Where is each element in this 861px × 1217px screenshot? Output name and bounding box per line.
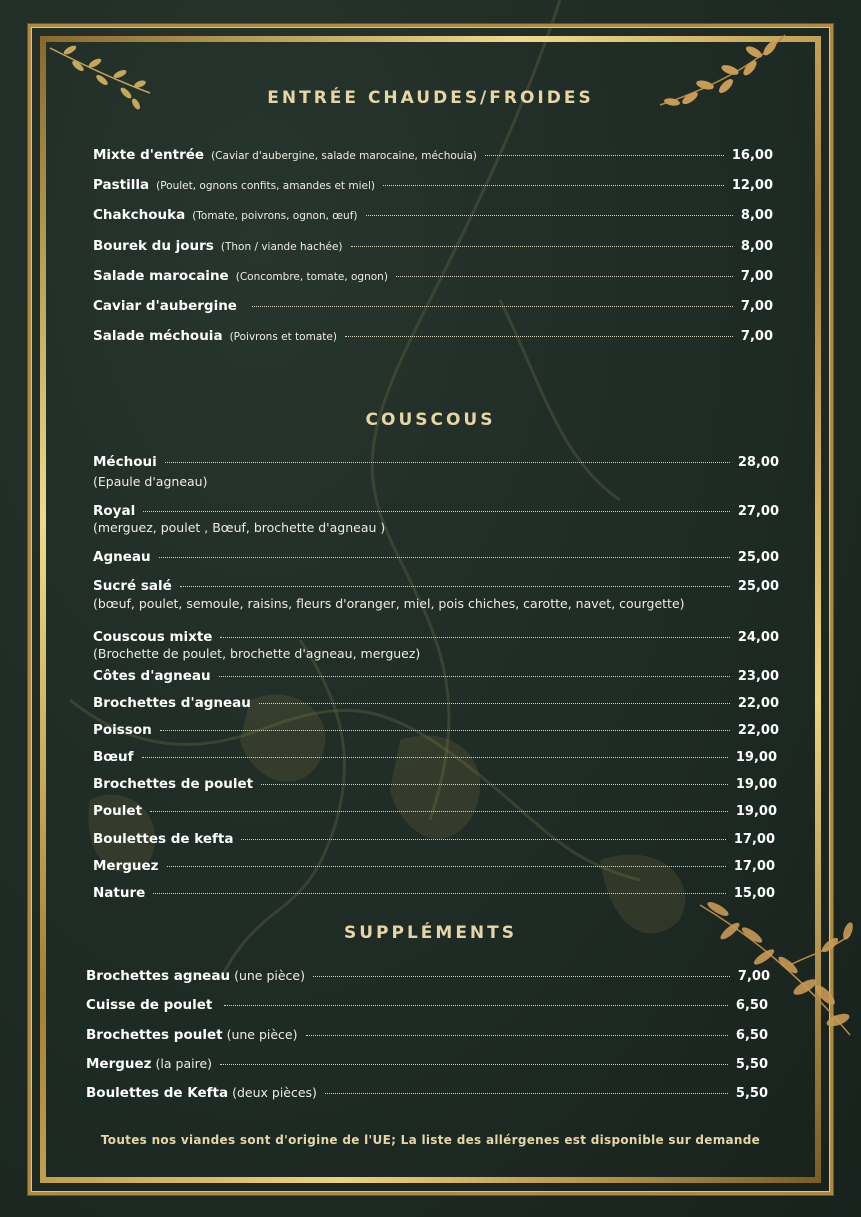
- item-description: (Brochette de poulet, brochette d'agneau, merguez): [93, 646, 421, 661]
- item-price: 6,50: [735, 1028, 768, 1043]
- menu-item: [86, 997, 768, 1013]
- dot-leader: [159, 557, 730, 558]
- item-name: Brochettes poulet: [86, 1027, 223, 1043]
- item-description: (Thon / viande hachée): [220, 241, 343, 253]
- item-name: Boulettes de kefta: [93, 831, 234, 847]
- item-description: (Epaule d'agneau): [93, 474, 208, 489]
- dot-leader: [351, 246, 733, 247]
- item-price: 23,00: [737, 669, 779, 684]
- item-name: Caviar d'aubergine: [93, 298, 237, 314]
- dot-leader: [220, 637, 729, 638]
- menu-item: [93, 722, 779, 738]
- item-description: (Caviar d'aubergine, salade marocaine, méchouia): [211, 150, 477, 162]
- menu-item: [93, 238, 773, 254]
- item-name: Royal: [93, 503, 136, 519]
- item-name: Boulettes de Kefta: [86, 1085, 229, 1101]
- item-name: Brochettes d'agneau: [93, 695, 251, 711]
- dot-leader: [261, 784, 728, 785]
- item-description: (Poulet, ognons confits, amandes et miel): [156, 180, 376, 192]
- dot-leader: [142, 757, 728, 758]
- item-description: (deux pièces): [232, 1085, 317, 1100]
- item-name: Brochettes de poulet: [93, 776, 254, 792]
- menu-item: [93, 695, 779, 711]
- item-description: (Poivrons et tomate): [229, 331, 337, 343]
- item-description: (Concombre, tomate, ognon): [235, 271, 388, 283]
- item-price: 6,50: [735, 998, 768, 1013]
- item-price: 5,50: [735, 1057, 768, 1072]
- menu-item: [93, 207, 773, 223]
- menu-item: [93, 831, 775, 847]
- menu-item: [93, 668, 779, 684]
- menu-item: [93, 749, 777, 765]
- item-price: 17,00: [733, 859, 775, 874]
- item-price: 28,00: [737, 455, 779, 470]
- item-name: Salade méchouia: [93, 328, 223, 344]
- item-description: (une pièce): [226, 1027, 298, 1042]
- dot-leader: [224, 1005, 728, 1006]
- menu-item: [86, 1027, 768, 1043]
- item-name: Pastilla: [93, 177, 150, 193]
- item-description: (la paire): [155, 1056, 213, 1071]
- item-price: 17,00: [733, 832, 775, 847]
- item-price: 12,00: [731, 178, 773, 193]
- dot-leader: [143, 511, 730, 512]
- dot-leader: [345, 336, 733, 337]
- dot-leader: [153, 893, 726, 894]
- menu-item: [93, 328, 773, 344]
- item-price: 7,00: [740, 299, 773, 314]
- dot-leader: [366, 215, 733, 216]
- menu-item: [93, 629, 779, 645]
- item-name: Salade marocaine: [93, 268, 229, 284]
- section-title-supplements: SUPPLÉMENTS: [343, 923, 517, 943]
- dot-leader: [306, 1035, 728, 1036]
- item-name: Cuisse de poulet: [86, 997, 213, 1013]
- item-price: 22,00: [737, 696, 779, 711]
- item-name: Agneau: [93, 549, 151, 565]
- item-name: Poisson: [93, 722, 152, 738]
- item-price: 7,00: [740, 269, 773, 284]
- item-name: Merguez: [86, 1056, 152, 1072]
- item-price: 8,00: [740, 239, 773, 254]
- dot-leader: [383, 185, 724, 186]
- dot-leader: [165, 462, 730, 463]
- item-name: Couscous mixte: [93, 629, 213, 645]
- section-title-couscous: COUSCOUS: [365, 410, 496, 430]
- menu-item: [93, 858, 775, 874]
- menu-item: [86, 968, 770, 984]
- menu-item: [93, 298, 773, 314]
- dot-leader: [167, 866, 726, 867]
- menu-item: [93, 776, 777, 792]
- menu-item: [93, 454, 779, 470]
- item-name: Sucré salé: [93, 578, 172, 594]
- section-title-entrees: ENTRÉE CHAUDES/FROIDES: [267, 88, 594, 108]
- dot-leader: [219, 676, 730, 677]
- menu-item: [93, 549, 779, 565]
- menu-item: [93, 268, 773, 284]
- menu-item: [93, 147, 773, 163]
- dot-leader: [259, 703, 730, 704]
- item-name: Méchoui: [93, 454, 157, 470]
- dot-leader: [150, 811, 728, 812]
- dot-leader: [220, 1064, 728, 1065]
- menu-item: [86, 1056, 768, 1072]
- allergen-notice: Toutes nos viandes sont d'origine de l'UE; La liste des allérgenes est disponible sur demande: [100, 1133, 761, 1147]
- item-name: Bœuf: [93, 749, 134, 765]
- item-name: Mixte d'entrée: [93, 147, 205, 163]
- item-price: 27,00: [737, 504, 779, 519]
- item-price: 19,00: [735, 804, 777, 819]
- item-price: 22,00: [737, 723, 779, 738]
- menu-item: [93, 885, 775, 901]
- item-price: 16,00: [731, 148, 773, 163]
- item-name: Nature: [93, 885, 146, 901]
- dot-leader: [313, 976, 730, 977]
- menu-item: [93, 177, 773, 193]
- dot-leader: [160, 730, 730, 731]
- item-name: Brochettes agneau: [86, 968, 231, 984]
- item-price: 5,50: [735, 1086, 768, 1101]
- item-name: Merguez: [93, 858, 159, 874]
- item-description: (merguez, poulet , Bœuf, brochette d'agneau ): [93, 520, 386, 535]
- item-price: 19,00: [735, 777, 777, 792]
- dot-leader: [396, 276, 733, 277]
- menu-item: [93, 803, 777, 819]
- item-price: 8,00: [740, 208, 773, 223]
- item-price: 15,00: [733, 886, 775, 901]
- menu-item: [93, 578, 779, 594]
- dot-leader: [180, 586, 730, 587]
- menu-item: [86, 1085, 768, 1101]
- item-price: 19,00: [735, 750, 777, 765]
- item-name: Bourek du jours: [93, 238, 214, 254]
- item-price: 7,00: [740, 329, 773, 344]
- item-name: Poulet: [93, 803, 143, 819]
- item-price: 25,00: [737, 550, 779, 565]
- item-description: (Tomate, poivrons, ognon, œuf): [192, 210, 358, 222]
- item-name: Côtes d'agneau: [93, 668, 211, 684]
- item-price: 7,00: [737, 969, 770, 984]
- item-price: 25,00: [737, 579, 779, 594]
- dot-leader: [325, 1093, 728, 1094]
- dot-leader: [252, 306, 733, 307]
- item-price: 24,00: [737, 630, 779, 645]
- dot-leader: [241, 839, 725, 840]
- item-name: Chakchouka: [93, 207, 186, 223]
- dot-leader: [485, 155, 724, 156]
- item-description: (bœuf, poulet, semoule, raisins, fleurs d'oranger, miel, pois chiches, carotte, navet, courgette): [93, 596, 685, 611]
- item-description: (une pièce): [234, 968, 305, 983]
- menu-item: [93, 503, 779, 519]
